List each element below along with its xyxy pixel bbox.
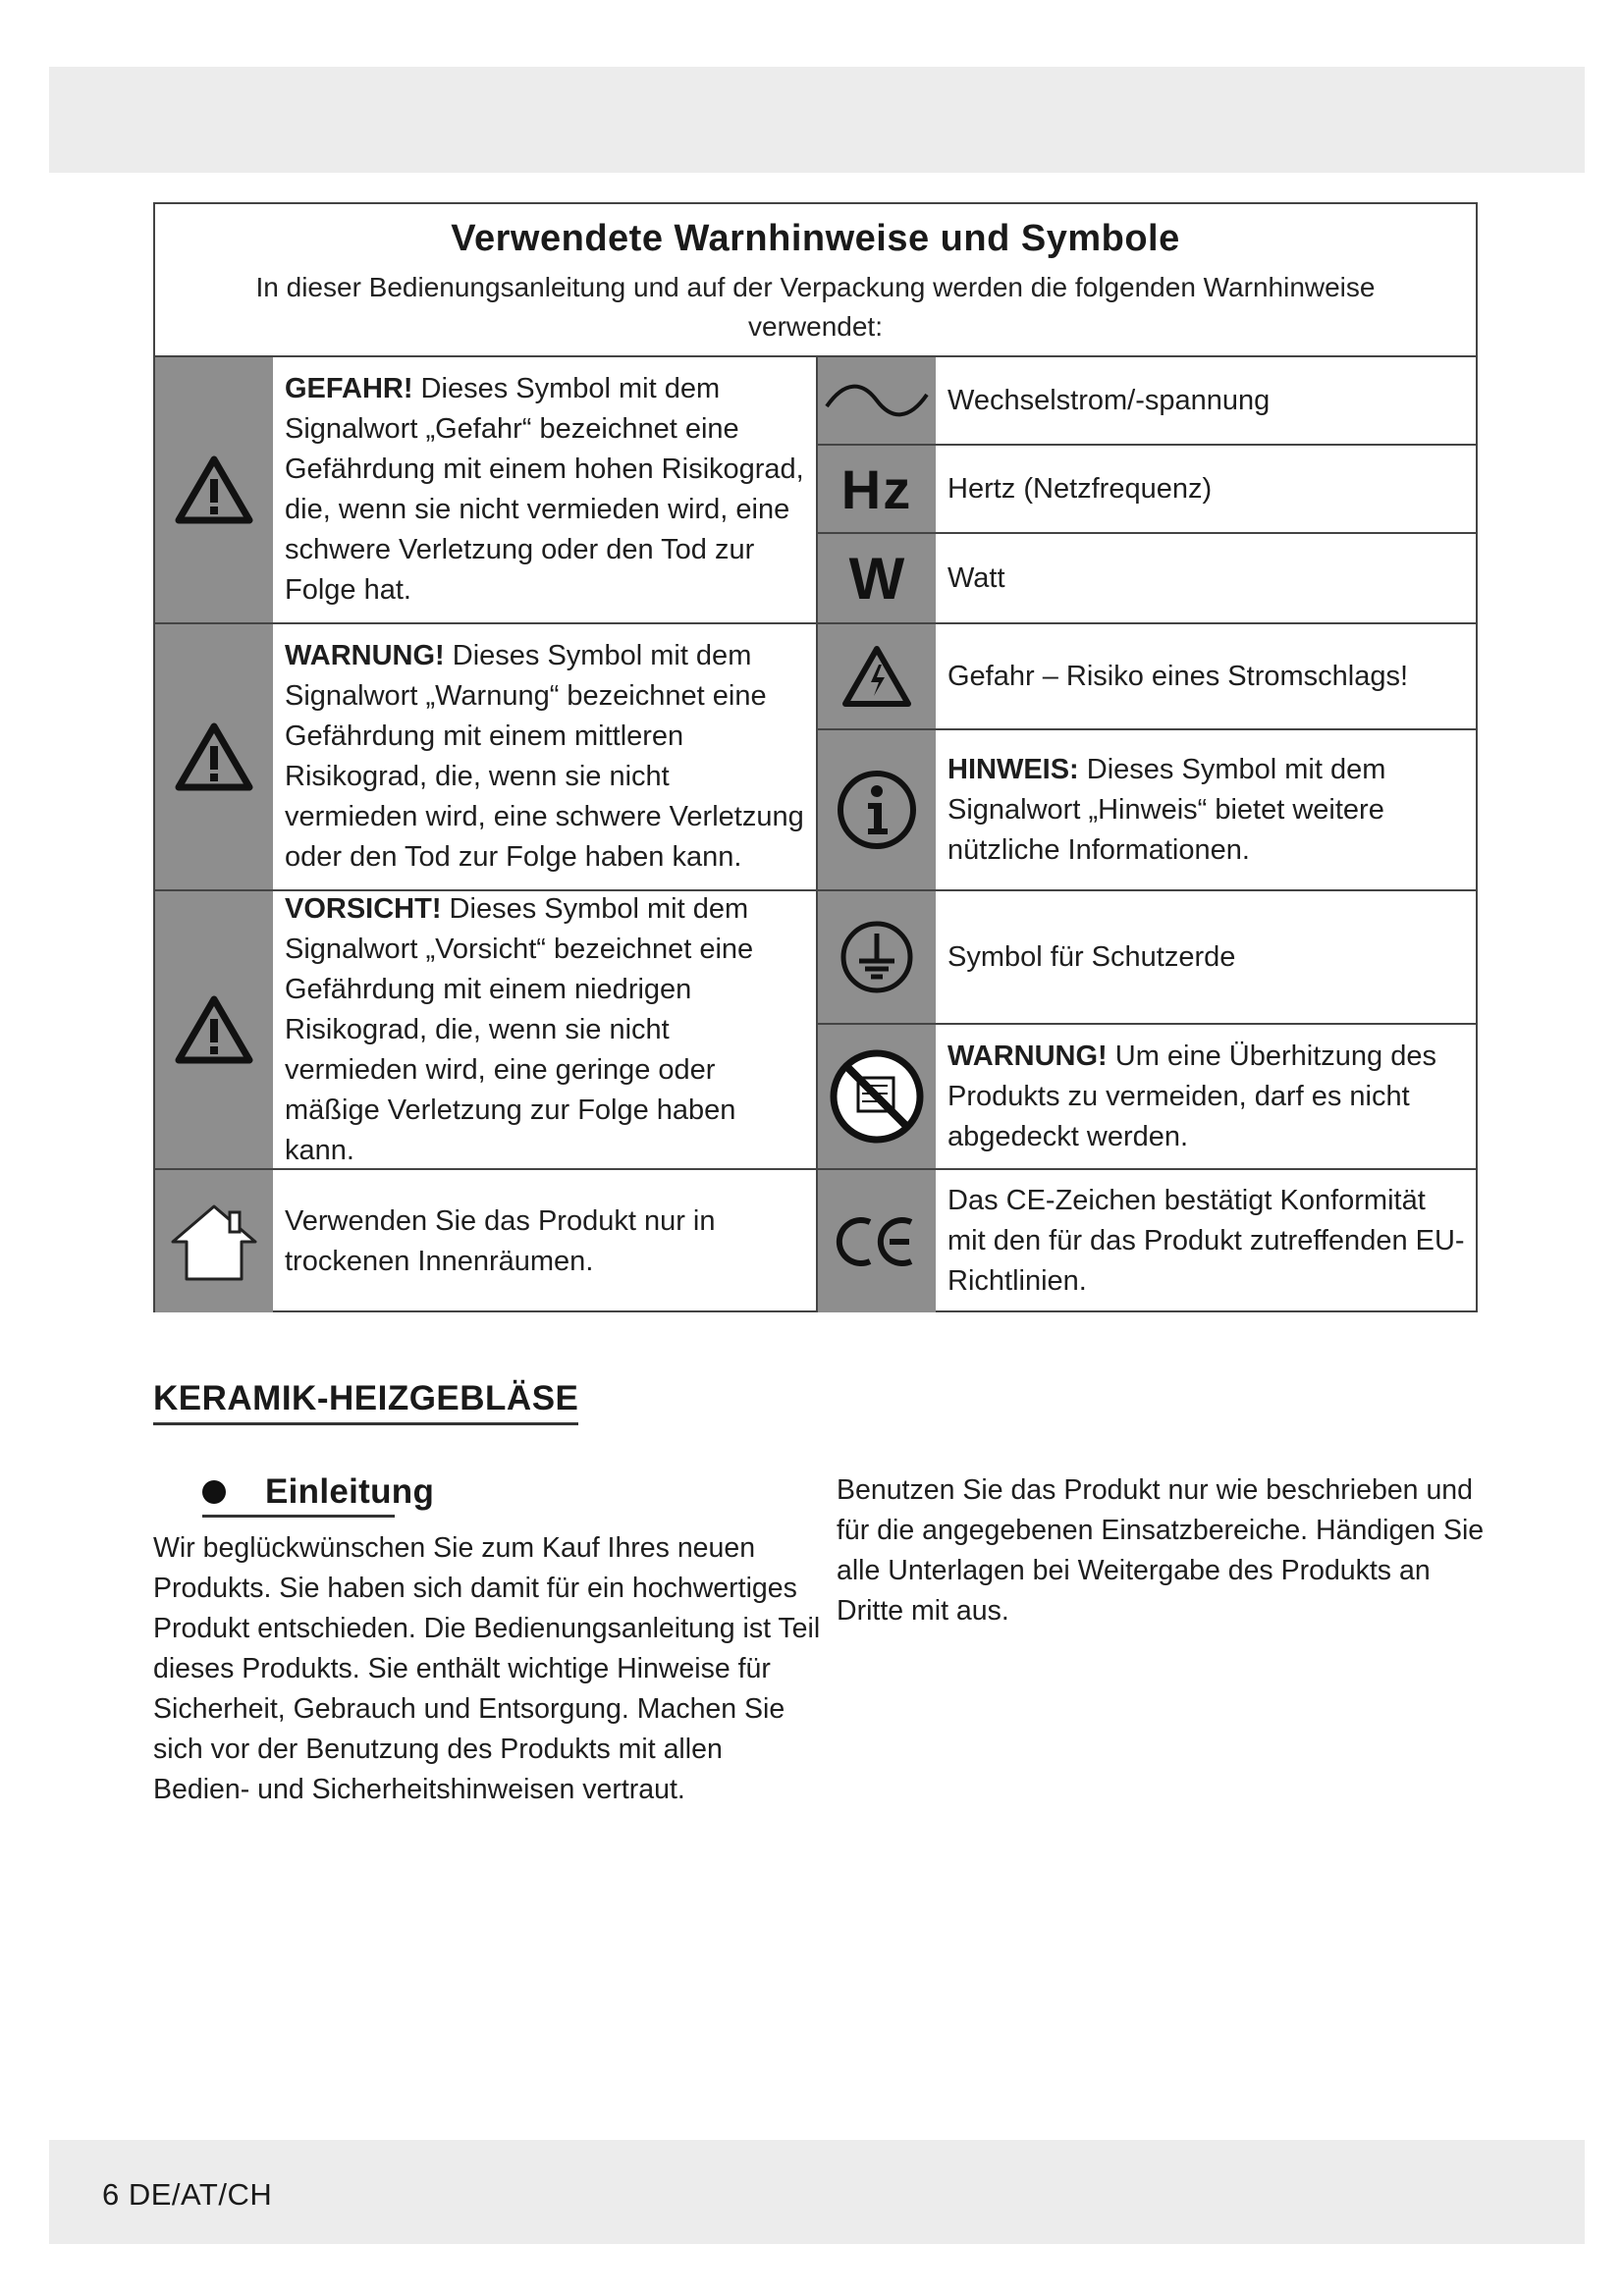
table-row-ac <box>818 357 1478 446</box>
keyword: VORSICHT! <box>285 892 442 925</box>
table-row-schutzerde <box>818 891 1478 1025</box>
description: Watt <box>947 561 1005 594</box>
warning-triangle-icon <box>155 624 273 889</box>
info-icon <box>818 730 936 889</box>
section-heading: KERAMIK-HEIZGEBLÄSE <box>153 1379 578 1425</box>
usage-paragraph: Benutzen Sie das Produkt nur wie beschrieben und für die angegebenen Einsatzbereiche. Händigen Sie alle Unterlagen bei Weitergabe des Produkts an Dritte mit aus. <box>837 1474 1485 1627</box>
header-band <box>49 67 1585 173</box>
electric-shock-icon <box>818 624 936 728</box>
description: Gefahr – Risiko eines Stromschlags! <box>947 660 1409 692</box>
table-subtitle: In dieser Bedienungsanleitung und auf der Verpackung werden die folgenden Warnhinweise verwendet: <box>255 272 1376 342</box>
table-row-hinweis <box>818 730 1478 891</box>
description: Um eine Überhitzung des Produkts zu vermeiden, darf es nicht abgedeckt werden. <box>947 1040 1436 1152</box>
description: Dieses Symbol mit dem Signalwort „Gefahr“ bezeichnet eine Gefährdung mit einem hohen Risikograd, die, wenn sie nicht vermieden wird, eine schwere Verletzung oder den Tod zur Folge hat. <box>285 373 804 606</box>
description: Symbol für Schutzerde <box>947 940 1236 973</box>
description: Dieses Symbol mit dem Signalwort „Warnung“ bezeichnet eine Gefährdung mit einem mittleren Risikograd, die, wenn sie nicht vermieden wird, eine schwere Verletzung oder den Tod zur Folge haben kann. <box>285 640 804 873</box>
description: Wechselstrom/-spannung <box>947 384 1271 416</box>
table-header <box>155 204 1476 357</box>
protective-earth-icon <box>818 891 936 1023</box>
footer-band <box>49 2140 1585 2244</box>
subheading-underline <box>202 1515 395 1518</box>
description: Hertz (Netzfrequenz) <box>947 472 1213 505</box>
table-row-ce <box>818 1170 1478 1312</box>
warning-triangle-icon <box>155 891 273 1168</box>
keyword: WARNUNG! <box>947 1040 1108 1072</box>
hertz-icon: Hz <box>818 446 936 532</box>
table-row-gefahr <box>155 357 818 624</box>
alternating-current-icon <box>818 357 936 444</box>
table-row-watt <box>818 534 1478 624</box>
keyword: WARNUNG! <box>285 640 445 671</box>
keyword: GEFAHR! <box>285 373 413 404</box>
table-row-do-not-cover <box>818 1025 1478 1170</box>
table-row-vorsicht <box>155 891 818 1170</box>
subheading <box>202 1472 434 1512</box>
watt-icon: W <box>818 534 936 622</box>
warning-symbols-table <box>153 202 1478 1312</box>
table-row-warnung <box>155 624 818 891</box>
table-title: Verwendete Warnhinweise und Symbole <box>451 218 1180 259</box>
warning-triangle-icon <box>155 357 273 622</box>
description: Dieses Symbol mit dem Signalwort „Hinweis“ bietet weitere nützliche Informationen. <box>947 753 1386 866</box>
description: Das CE-Zeichen bestätigt Konformität mit den für das Produkt zutreffenden EU-Richtlinien. <box>947 1185 1465 1297</box>
table-row-indoor <box>155 1170 818 1312</box>
page-number: 6 DE/AT/CH <box>102 2177 273 2212</box>
keyword: HINWEIS: <box>947 753 1079 785</box>
table-row-hertz <box>818 446 1478 534</box>
description: Verwenden Sie das Produkt nur in trockenen Innenräumen. <box>285 1204 716 1277</box>
do-not-cover-icon <box>818 1025 936 1168</box>
subheading-label: Einleitung <box>265 1472 435 1511</box>
description: Dieses Symbol mit dem Signalwort „Vorsicht“ bezeichnet eine Gefährdung mit einem niedrigen Risikograd, die, wenn sie nicht vermieden wird, eine geringe oder mäßige Verletzung zur Folge haben kann. <box>285 892 754 1166</box>
house-icon <box>155 1170 273 1312</box>
intro-paragraph: Wir beglückwünschen Sie zum Kauf Ihres neuen Produkts. Sie haben sich damit für ein hochwertiges Produkt entschieden. Die Bedienungsanleitung ist Teil dieses Produkts. Sie enthält wichtige Hinweise für Sicherheit, Gebrauch und Entsorgung. Machen Sie sich vor der Benutzung des Produkts mit allen Bedien- und Sicherheitshinweisen vertraut. <box>153 1532 821 1805</box>
ce-mark-icon <box>818 1170 936 1312</box>
bullet-icon <box>202 1480 226 1504</box>
table-row-electric-shock <box>818 624 1478 730</box>
